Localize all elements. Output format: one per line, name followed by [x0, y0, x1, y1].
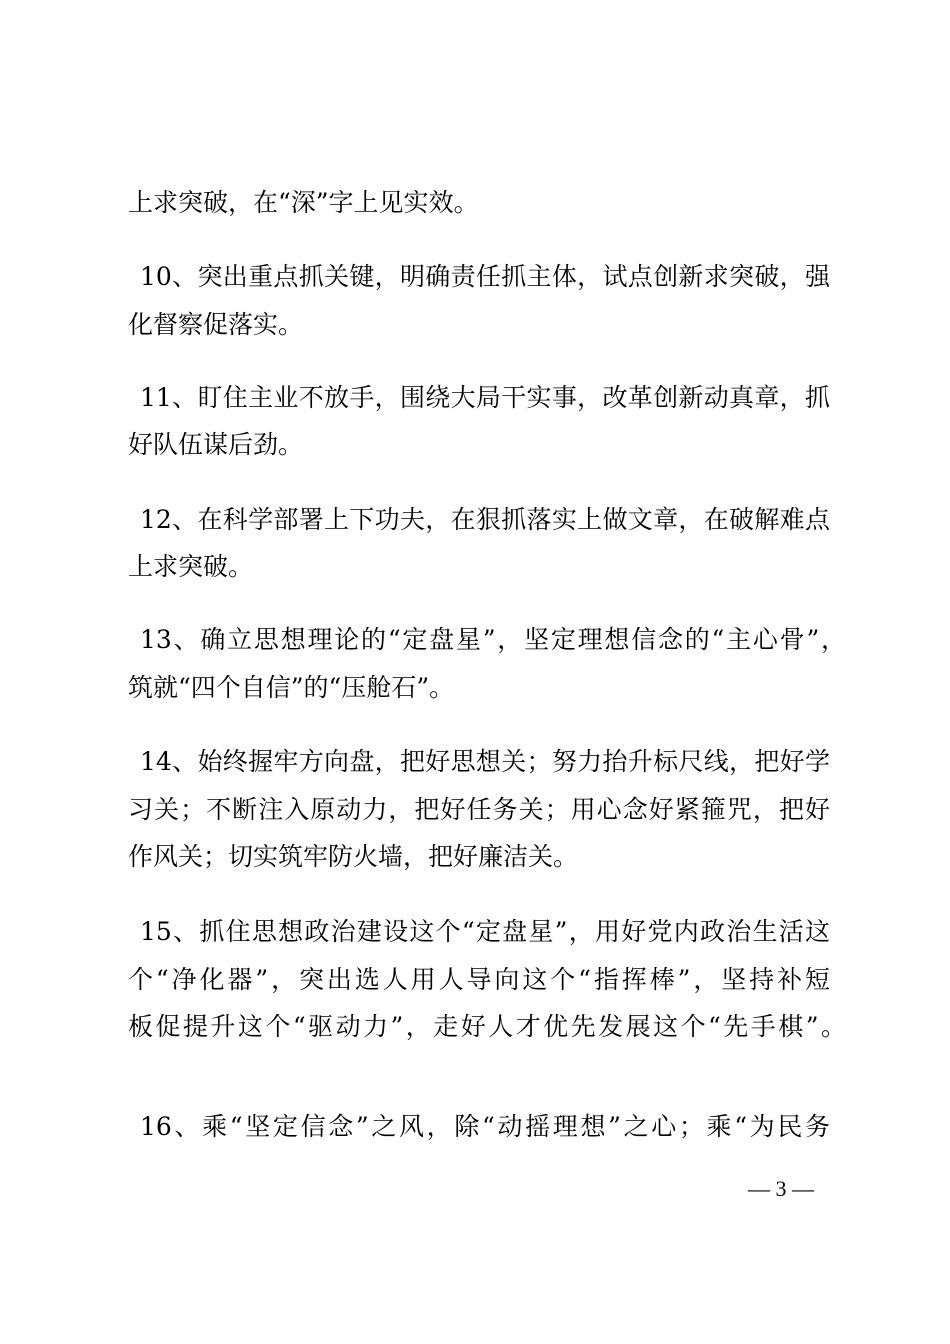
paragraph-13-line-1: 13、确立思想理论的“定盘星”，坚定理想信念的“主心骨”，: [140, 625, 846, 654]
paragraph-15-line-3: 板促提升这个“驱动力”，走好人才优先发展这个“先手棋”。: [128, 1012, 846, 1041]
paragraph-15-line-2: 个“净化器”，突出选人用人导向这个“指挥棒”，坚持补短: [128, 965, 830, 994]
paragraph-9-tail: 上求突破，在“深”字上见实效。: [128, 188, 479, 217]
paragraph-12-line-1: 12、在科学部署上下功夫，在狠抓落实上做文章，在破解难点: [140, 505, 830, 534]
paragraph-12-line-2: 上求突破。: [128, 552, 254, 581]
paragraph-11-line-2: 好队伍谋后劲。: [128, 430, 304, 459]
paragraph-13-line-2: 筑就“四个自信”的“压舱石”。: [128, 673, 455, 702]
paragraph-10-line-1: 10、突出重点抓关键，明确责任抓主体，试点创新求突破，强: [140, 262, 830, 291]
paragraph-15-line-1: 15、抓住思想政治建设这个“定盘星”，用好党内政治生活这: [140, 917, 830, 946]
paragraph-11-line-1: 11、盯住主业不放手，围绕大局干实事，改革创新动真章，抓: [140, 383, 830, 412]
paragraph-16-line-1: 16、乘“坚定信念”之风，除“动摇理想”之心；乘“为民务: [140, 1112, 830, 1141]
paragraph-14-line-2: 习关；不断注入原动力，把好任务关；用心念好紧箍咒，把好: [128, 795, 830, 824]
page-number: — 3 —: [748, 1176, 814, 1201]
paragraph-10-line-2: 化督察促落实。: [128, 310, 304, 339]
paragraph-14-line-3: 作风关；切实筑牢防火墙，把好廉洁关。: [128, 842, 579, 871]
paragraph-14-line-1: 14、始终握牢方向盘，把好思想关；努力抬升标尺线，把好学: [140, 747, 830, 776]
